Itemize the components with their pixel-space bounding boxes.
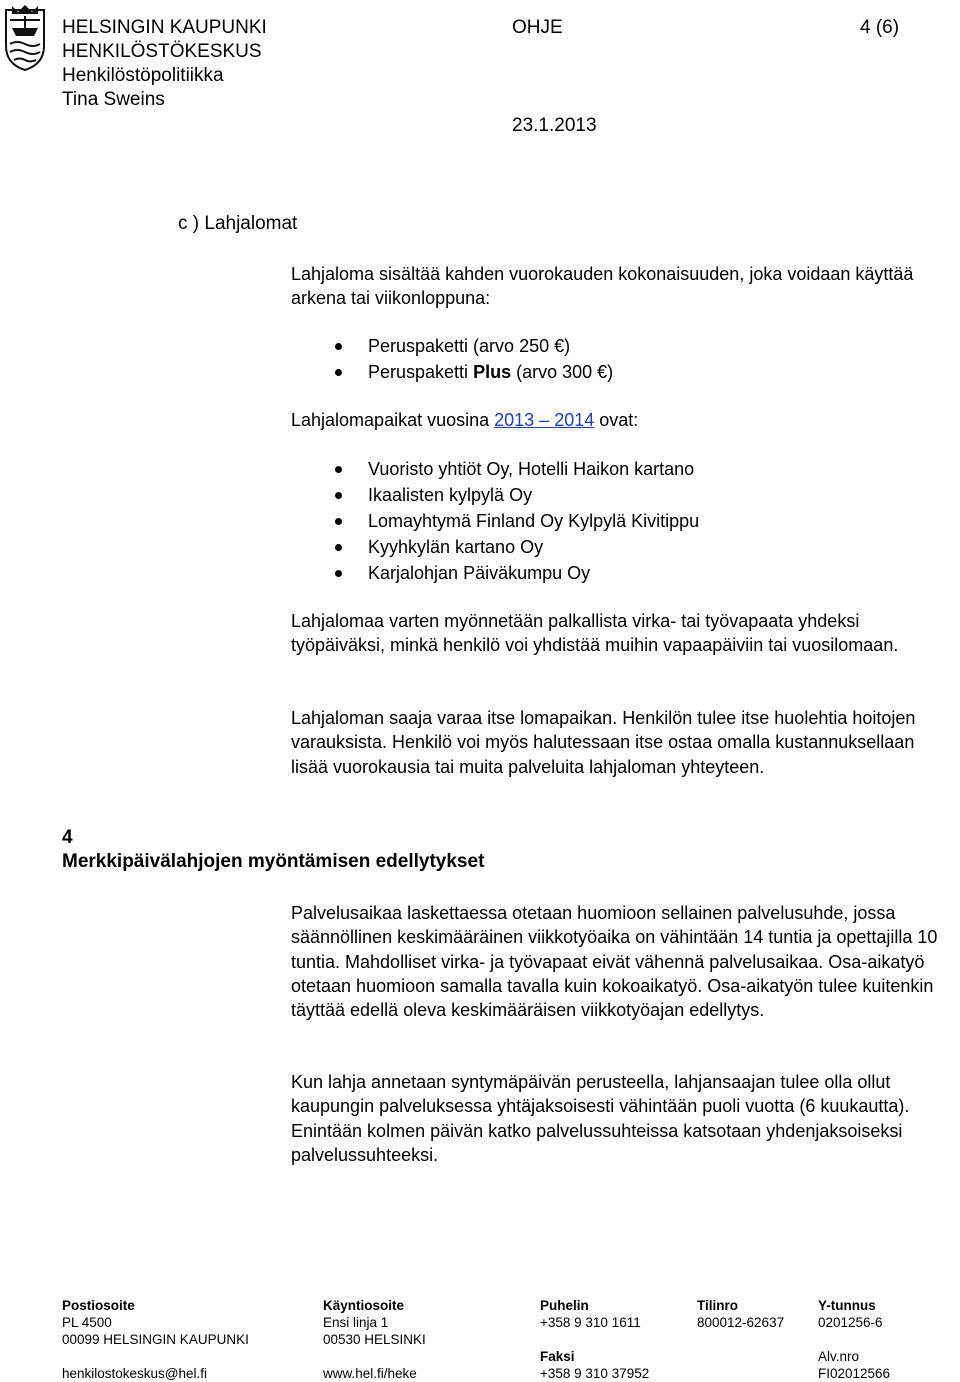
footer-account: Tilinro 800012-62637	[697, 1298, 785, 1330]
footer-visiting: Käyntiosoite Ensi linja 1 00530 HELSINKI www.hel.fi/heke	[323, 1298, 426, 1381]
org-name: HELSINGIN KAUPUNKI	[62, 17, 267, 38]
package-list	[368, 333, 613, 385]
section-heading-lahjalomat: c ) Lahjalomat	[178, 213, 298, 234]
service-time-paragraph: Palvelusaikaa laskettaessa otetaan huomioon sellainen palvelusuhde, jossa säännöllinen keskimääräinen viikkotyöaika on vähintään 14 tuntia ja opettajilla 10 tuntia. Mahdolliset virka- ja työvapaat eivät vähennä palvelusaikaa. Osa-aikatyö otetaan huomioon samalla tavalla kuin kokoaikatyö. Osa-aikatyön tulee kuitenkin täyttää edellä oleva keskimääräisen viikkotyöajan edellytys.	[291, 903, 938, 1021]
bullet-icon	[335, 492, 342, 499]
document-type: OHJE	[512, 17, 563, 38]
places-list	[368, 456, 699, 586]
helsinki-coat-of-arms-icon	[2, 2, 48, 72]
list-item: Peruspaketti (arvo 250 €)	[368, 333, 613, 359]
footer-business-id: Y-tunnus 0201256-6 Alv.nro FI02012566	[818, 1298, 891, 1381]
bullet-icon	[335, 466, 342, 473]
birthday-gift-paragraph: Kun lahja annetaan syntymäpäivän perusteella, lahjansaajan tulee olla ollut kaupungin palveluksessa yhtäjaksoisesti vähintään puoli vuotta (6 kuukautta). Enintään kolmen päivän katko palvelussuhteissa katsotaan yhdenjaksoiseksi palvelussuhteeksi.	[291, 1072, 910, 1165]
department-name: HENKILÖSTÖKESKUS	[62, 41, 262, 62]
bullet-icon	[335, 369, 342, 376]
footer-email[interactable]: henkilostokeskus@hel.fi	[62, 1366, 208, 1381]
list-item: Karjalohjan Päiväkumpu Oy	[368, 560, 699, 586]
bullet-icon	[335, 343, 342, 350]
bullet-icon	[335, 544, 342, 551]
section-number: 4	[62, 827, 73, 848]
section-heading-edellytykset: Merkkipäivälahjojen myöntämisen edellytykset	[62, 851, 485, 872]
places-intro: Lahjalomapaikat vuosina 2013 – 2014 ovat:	[291, 410, 639, 430]
footer-website[interactable]: www.hel.fi/heke	[323, 1366, 417, 1381]
lahjaloma-intro: Lahjaloma sisältää kahden vuorokauden kokonaisuuden, joka voidaan käyttää arkena tai viikonloppuna:	[291, 264, 914, 309]
list-item: Lomayhtymä Finland Oy Kylpylä Kivitippu	[368, 508, 699, 534]
author-name: Tina Sweins	[62, 89, 165, 110]
year-link-2013[interactable]: 2013	[494, 410, 535, 430]
year-link-separator[interactable]: –	[534, 410, 555, 430]
bullet-icon	[335, 570, 342, 577]
list-item: Vuoristo yhtiöt Oy, Hotelli Haikon kartano	[368, 456, 699, 482]
list-item: Peruspaketti Plus (arvo 300 €)	[368, 359, 613, 385]
unit-name: Henkilöstöpolitiikka	[62, 65, 224, 86]
lahjaloma-booking-paragraph: Lahjaloman saaja varaa itse lomapaikan. Henkilön tulee itse huolehtia hoitojen varauksista. Henkilö voi myös halutessaan itse ostaa omalla kustannuksellaan lisää vuorokausia tai muita palveluita lahjaloman yhteyteen.	[291, 708, 916, 777]
document-date: 23.1.2013	[512, 115, 597, 136]
lahjaloma-leave-paragraph: Lahjalomaa varten myönnetään palkallista virka- tai työvapaata yhdeksi työpäiväksi, minkä henkilö voi yhdistää muihin vapaapäiviin tai vuosilomaan.	[291, 611, 899, 656]
footer-postal: Postiosoite PL 4500 00099 HELSINGIN KAUPUNKI henkilostokeskus@hel.fi	[62, 1298, 249, 1381]
page-number: 4 (6)	[860, 17, 900, 38]
footer-phone: Puhelin +358 9 310 1611 Faksi +358 9 310 37952	[540, 1298, 650, 1381]
list-item: Kyyhkylän kartano Oy	[368, 534, 699, 560]
list-item: Ikaalisten kylpylä Oy	[368, 482, 699, 508]
year-link-2014[interactable]: 2014	[554, 410, 595, 430]
bullet-icon	[335, 518, 342, 525]
